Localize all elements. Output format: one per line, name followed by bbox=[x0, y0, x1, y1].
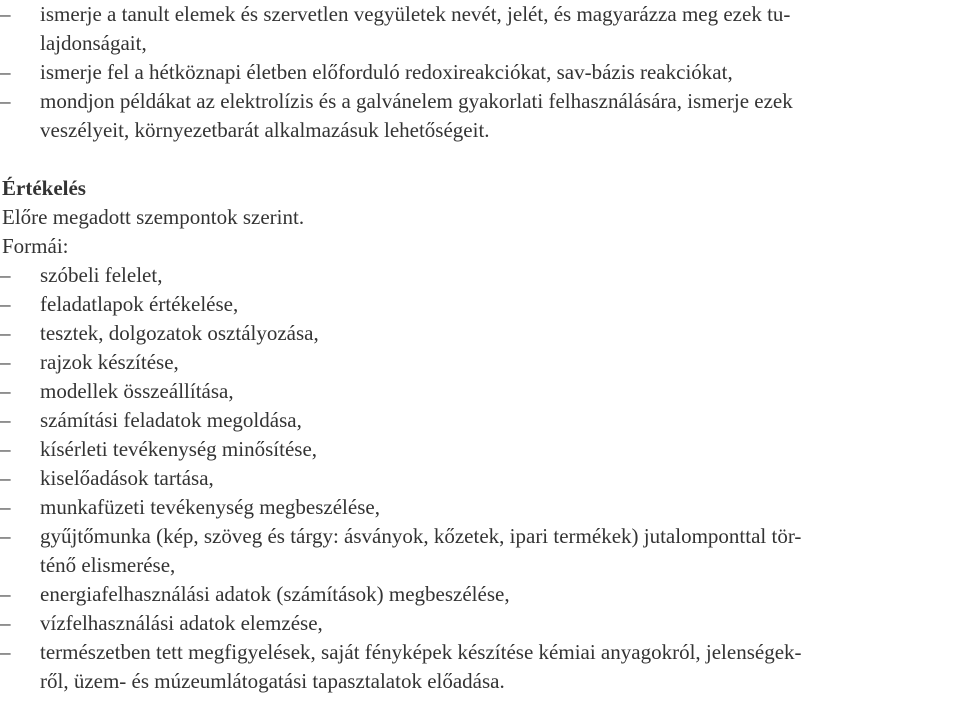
list-item bbox=[0, 0, 955, 29]
list-item-text: természetben tett megfigyelések, saját fényképek készítése kémiai anyagokról, jelenségek- bbox=[40, 640, 802, 664]
list-item-text: tesztek, dolgozatok osztályozása, bbox=[40, 321, 319, 345]
intro-line: Előre megadott szempontok szerint. bbox=[2, 205, 305, 229]
list-item bbox=[0, 348, 955, 377]
list-item bbox=[0, 493, 955, 522]
list-item-text: rajzok készítése, bbox=[40, 350, 179, 374]
dash-bullet: – bbox=[0, 321, 11, 345]
list-item-text: számítási feladatok megoldása, bbox=[40, 408, 302, 432]
list-item bbox=[0, 406, 955, 435]
list-item-continuation: ténő elismerése, bbox=[40, 553, 176, 577]
list-item bbox=[0, 609, 955, 638]
list-item bbox=[0, 377, 955, 406]
list-item bbox=[0, 58, 955, 87]
dash-bullet: – bbox=[0, 292, 11, 316]
list-item bbox=[0, 435, 955, 464]
list-item bbox=[0, 290, 955, 319]
list-item-text: szóbeli felelet, bbox=[40, 263, 163, 287]
list-item-text: vízfelhasználási adatok elemzése, bbox=[40, 611, 323, 635]
list-item-text: feladatlapok értékelése, bbox=[40, 292, 239, 316]
list-item bbox=[0, 319, 955, 348]
list-item-continuation: ről, üzem- és múzeumlátogatási tapasztalatok előadása. bbox=[40, 669, 505, 693]
list-item bbox=[0, 464, 955, 493]
dash-bullet: – bbox=[0, 495, 11, 519]
list-item-continuation: veszélyeit, környezetbarát alkalmazásuk lehetőségeit. bbox=[40, 118, 490, 142]
dash-bullet: – bbox=[0, 263, 11, 287]
section-heading: Értékelés bbox=[2, 176, 86, 200]
list-item-text: energiafelhasználási adatok (számítások) megbeszélése, bbox=[40, 582, 510, 606]
list-item-text: gyűjtőmunka (kép, szöveg és tárgy: ásványok, kőzetek, ipari termékek) jutalomponttal tör- bbox=[40, 524, 802, 548]
dash-bullet: – bbox=[0, 89, 11, 113]
dash-bullet: – bbox=[0, 350, 11, 374]
dash-bullet: – bbox=[0, 379, 11, 403]
list-item-text: ismerje a tanult elemek és szervetlen vegyületek nevét, jelét, és magyarázza meg ezek tu- bbox=[40, 2, 791, 26]
list-item bbox=[0, 580, 955, 609]
forms-label: Formái: bbox=[2, 234, 69, 258]
dash-bullet: – bbox=[0, 60, 11, 84]
dash-bullet: – bbox=[0, 408, 11, 432]
list-item-text: munkafüzeti tevékenység megbeszélése, bbox=[40, 495, 380, 519]
dash-bullet: – bbox=[0, 582, 11, 606]
list-item bbox=[0, 638, 955, 667]
list-item-continuation: lajdonságait, bbox=[40, 31, 147, 55]
list-item-text: ismerje fel a hétköznapi életben előforduló redoxireakciókat, sav-bázis reakciókat, bbox=[40, 60, 733, 84]
dash-bullet: – bbox=[0, 437, 11, 461]
list-item-text: modellek összeállítása, bbox=[40, 379, 234, 403]
list-item-text: kísérleti tevékenység minősítése, bbox=[40, 437, 318, 461]
list-item-text: mondjon példákat az elektrolízis és a galvánelem gyakorlati felhasználására, ismerje ezek bbox=[40, 89, 793, 113]
dash-bullet: – bbox=[0, 466, 11, 490]
list-item-text: kiselőadások tartása, bbox=[40, 466, 214, 490]
dash-bullet: – bbox=[0, 2, 11, 26]
list-item bbox=[0, 522, 955, 551]
list-item bbox=[0, 87, 955, 116]
dash-bullet: – bbox=[0, 611, 11, 635]
dash-bullet: – bbox=[0, 640, 11, 664]
list-item bbox=[0, 261, 955, 290]
dash-bullet: – bbox=[0, 524, 11, 548]
